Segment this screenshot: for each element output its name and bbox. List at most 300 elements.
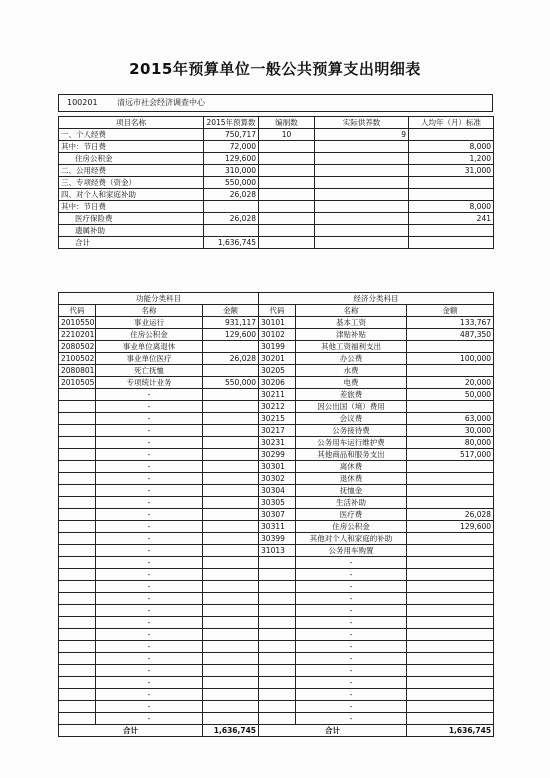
- detail-cell: -: [296, 689, 407, 701]
- unit-bar: [58, 94, 493, 112]
- detail-cell: 公务用车购置: [296, 545, 407, 557]
- detail-row: [59, 317, 494, 329]
- detail-cell: [203, 425, 259, 437]
- detail-cell: 487,350: [407, 329, 494, 341]
- detail-cell: [407, 677, 494, 689]
- detail-cell: -: [296, 569, 407, 581]
- detail-cell: [203, 713, 259, 725]
- detail-row: [59, 641, 494, 653]
- summary-cell-actual: [315, 165, 409, 177]
- detail-cell: [203, 509, 259, 521]
- summary-cell-staff: [259, 213, 315, 225]
- detail-cell: 抚恤金: [296, 485, 407, 497]
- detail-cell: 550,000: [203, 377, 259, 389]
- summary-cell-budget: [204, 225, 259, 237]
- detail-cell: 死亡抚恤: [96, 365, 203, 377]
- detail-row: [59, 569, 494, 581]
- detail-cell: -: [96, 689, 203, 701]
- summary-cell-actual: [315, 201, 409, 213]
- detail-cell: [203, 341, 259, 353]
- detail-cell: 30301: [259, 461, 296, 473]
- detail-cell: 30212: [259, 401, 296, 413]
- detail-cell: -: [296, 713, 407, 725]
- summary-cell-budget: 550,000: [204, 177, 259, 189]
- summary-cell-staff: [259, 177, 315, 189]
- detail-cell: [407, 713, 494, 725]
- detail-cell: 30307: [259, 509, 296, 521]
- detail-cell: [259, 605, 296, 617]
- detail-cell: 电费: [296, 377, 407, 389]
- detail-cell: [407, 665, 494, 677]
- detail-row: [59, 377, 494, 389]
- detail-cell: [59, 629, 96, 641]
- detail-cell: [259, 713, 296, 725]
- detail-cell: [407, 473, 494, 485]
- detail-cell: 2010550: [59, 317, 96, 329]
- summary-cell-actual: [315, 237, 409, 249]
- summary-cell-staff: [259, 165, 315, 177]
- detail-cell: 办公费: [296, 353, 407, 365]
- detail-cell: -: [296, 665, 407, 677]
- detail-cell: [407, 485, 494, 497]
- detail-cell: 30,000: [407, 425, 494, 437]
- detail-cell: 水费: [296, 365, 407, 377]
- detail-cell: -: [96, 401, 203, 413]
- summary-table: [58, 116, 494, 249]
- summary-header-cell: 编制数: [259, 117, 315, 129]
- detail-cell: [407, 461, 494, 473]
- summary-cell-name: 医疗保险费: [59, 213, 204, 225]
- detail-cell: [407, 569, 494, 581]
- detail-cell: -: [96, 641, 203, 653]
- detail-cell: 30302: [259, 473, 296, 485]
- detail-cell: [203, 497, 259, 509]
- detail-row: [59, 413, 494, 425]
- summary-cell-name: 三、专项经费（资金）: [59, 177, 204, 189]
- detail-cell: 30305: [259, 497, 296, 509]
- summary-cell-staff: 10: [259, 129, 315, 141]
- detail-cell: 其他工资福利支出: [296, 341, 407, 353]
- detail-header-cell: 代码: [259, 305, 296, 317]
- detail-cell: [259, 653, 296, 665]
- summary-cell-actual: [315, 141, 409, 153]
- summary-cell-staff: [259, 189, 315, 201]
- summary-row: [59, 189, 494, 201]
- detail-cell: 事业单位医疗: [96, 353, 203, 365]
- detail-cell: 2010505: [59, 377, 96, 389]
- detail-row: [59, 533, 494, 545]
- detail-cell: -: [296, 701, 407, 713]
- detail-cell: -: [96, 509, 203, 521]
- detail-cell: [407, 641, 494, 653]
- detail-cell: [407, 629, 494, 641]
- summary-cell-std: 1,200: [409, 153, 494, 165]
- detail-cell: [59, 521, 96, 533]
- detail-row: [59, 353, 494, 365]
- detail-row: [59, 425, 494, 437]
- econ-class-header: 经济分类科目: [259, 293, 494, 305]
- summary-cell-actual: [315, 189, 409, 201]
- detail-cell: -: [96, 629, 203, 641]
- summary-cell-actual: [315, 225, 409, 237]
- detail-cell: [203, 545, 259, 557]
- summary-header-cell: 人均年（月）标准: [409, 117, 494, 129]
- detail-cell: 2210201: [59, 329, 96, 341]
- detail-cell: [59, 665, 96, 677]
- summary-cell-budget: 26,028: [204, 213, 259, 225]
- detail-cell: -: [96, 413, 203, 425]
- detail-cell: 30201: [259, 353, 296, 365]
- detail-total-row: [59, 725, 494, 737]
- detail-cell: [407, 365, 494, 377]
- unit-code: 100201: [67, 98, 98, 107]
- detail-cell: [203, 641, 259, 653]
- detail-cell: 事业运行: [96, 317, 203, 329]
- detail-cell: 63,000: [407, 413, 494, 425]
- detail-cell: [203, 665, 259, 677]
- detail-cell: [203, 521, 259, 533]
- detail-cell: [203, 629, 259, 641]
- total-label-func: 合计: [59, 725, 203, 737]
- detail-cell: [59, 569, 96, 581]
- detail-row: [59, 605, 494, 617]
- detail-cell: [407, 497, 494, 509]
- detail-cell: [407, 533, 494, 545]
- detail-cell: [203, 689, 259, 701]
- detail-cell: [259, 569, 296, 581]
- detail-cell: 会议费: [296, 413, 407, 425]
- detail-cell: 30231: [259, 437, 296, 449]
- summary-row: [59, 165, 494, 177]
- detail-cell: -: [296, 581, 407, 593]
- detail-cell: [259, 665, 296, 677]
- detail-cell: [203, 581, 259, 593]
- detail-cell: [59, 605, 96, 617]
- detail-cell: -: [96, 389, 203, 401]
- detail-cell: 生活补助: [296, 497, 407, 509]
- summary-cell-staff: [259, 225, 315, 237]
- detail-cell: [203, 533, 259, 545]
- detail-cell: [407, 617, 494, 629]
- detail-row: [59, 389, 494, 401]
- detail-header-cell: 代码: [59, 305, 96, 317]
- detail-cell: -: [96, 533, 203, 545]
- detail-cell: [203, 701, 259, 713]
- detail-cell: [259, 557, 296, 569]
- detail-cell: [407, 557, 494, 569]
- detail-cell: 517,000: [407, 449, 494, 461]
- detail-cell: [407, 401, 494, 413]
- detail-cell: 30199: [259, 341, 296, 353]
- detail-header-cell: 金额: [407, 305, 494, 317]
- detail-cell: [203, 437, 259, 449]
- detail-cell: [407, 605, 494, 617]
- detail-header-cell: 名称: [296, 305, 407, 317]
- summary-header-cell: 项目名称: [59, 117, 204, 129]
- summary-row: [59, 153, 494, 165]
- detail-cell: [203, 593, 259, 605]
- detail-cell: -: [96, 665, 203, 677]
- detail-cell: -: [96, 569, 203, 581]
- summary-row: [59, 237, 494, 249]
- summary-row: [59, 129, 494, 141]
- detail-cell: 因公出国（境）费用: [296, 401, 407, 413]
- detail-cell: 医疗费: [296, 509, 407, 521]
- detail-cell: [203, 569, 259, 581]
- detail-cell: [59, 557, 96, 569]
- detail-cell: [407, 341, 494, 353]
- summary-cell-std: 8,000: [409, 141, 494, 153]
- detail-cell: 50,000: [407, 389, 494, 401]
- detail-cell: 20,000: [407, 377, 494, 389]
- detail-cell: [59, 713, 96, 725]
- detail-cell: [203, 617, 259, 629]
- detail-cell: [203, 485, 259, 497]
- summary-cell-budget: 26,028: [204, 189, 259, 201]
- detail-row: [59, 689, 494, 701]
- summary-cell-std: [409, 129, 494, 141]
- detail-cell: [59, 389, 96, 401]
- detail-cell: -: [96, 461, 203, 473]
- detail-cell: [203, 677, 259, 689]
- detail-cell: -: [296, 653, 407, 665]
- detail-row: [59, 545, 494, 557]
- detail-cell: [59, 473, 96, 485]
- detail-cell: [59, 437, 96, 449]
- summary-cell-name: 一、个人经费: [59, 129, 204, 141]
- detail-cell: 30217: [259, 425, 296, 437]
- detail-row: [59, 653, 494, 665]
- detail-row: [59, 629, 494, 641]
- detail-cell: [59, 593, 96, 605]
- summary-cell-std: 241: [409, 213, 494, 225]
- detail-row: [59, 677, 494, 689]
- detail-cell: [59, 413, 96, 425]
- detail-cell: -: [96, 593, 203, 605]
- detail-cell: [407, 701, 494, 713]
- detail-cell: 30101: [259, 317, 296, 329]
- detail-row: [59, 497, 494, 509]
- detail-cell: [407, 593, 494, 605]
- detail-cell: 80,000: [407, 437, 494, 449]
- detail-cell: 离休费: [296, 461, 407, 473]
- summary-row: [59, 225, 494, 237]
- detail-cell: [259, 593, 296, 605]
- detail-cell: 30304: [259, 485, 296, 497]
- detail-row: [59, 401, 494, 413]
- detail-row: [59, 365, 494, 377]
- detail-cell: 30206: [259, 377, 296, 389]
- detail-cell: -: [96, 605, 203, 617]
- summary-cell-budget: [204, 201, 259, 213]
- detail-cell: -: [96, 521, 203, 533]
- func-class-header: 功能分类科目: [59, 293, 259, 305]
- detail-cell: 30215: [259, 413, 296, 425]
- detail-cell: 2100502: [59, 353, 96, 365]
- detail-cell: [259, 617, 296, 629]
- detail-cell: [203, 401, 259, 413]
- detail-cell: [59, 509, 96, 521]
- detail-table: [58, 292, 494, 737]
- summary-cell-name: 其中：节日费: [59, 201, 204, 213]
- detail-cell: [59, 677, 96, 689]
- detail-cell: 公务用车运行维护费: [296, 437, 407, 449]
- summary-cell-budget: 129,600: [204, 153, 259, 165]
- detail-cell: [259, 581, 296, 593]
- detail-cell: [203, 653, 259, 665]
- detail-cell: -: [96, 437, 203, 449]
- detail-cell: 30102: [259, 329, 296, 341]
- detail-cell: [59, 701, 96, 713]
- detail-cell: 差旅费: [296, 389, 407, 401]
- detail-row: [59, 329, 494, 341]
- summary-cell-name: 其中：节日费: [59, 141, 204, 153]
- detail-cell: [203, 557, 259, 569]
- detail-row: [59, 593, 494, 605]
- detail-cell: [59, 545, 96, 557]
- detail-row: [59, 509, 494, 521]
- detail-cell: [59, 617, 96, 629]
- detail-cell: 931,117: [203, 317, 259, 329]
- detail-cell: [259, 677, 296, 689]
- detail-cell: [407, 653, 494, 665]
- detail-cell: [59, 641, 96, 653]
- detail-cell: 住房公积金: [96, 329, 203, 341]
- detail-cell: 2080801: [59, 365, 96, 377]
- detail-cell: [203, 413, 259, 425]
- detail-row: [59, 701, 494, 713]
- detail-cell: -: [296, 617, 407, 629]
- detail-cell: 津贴补贴: [296, 329, 407, 341]
- summary-cell-budget: 72,000: [204, 141, 259, 153]
- detail-row: [59, 581, 494, 593]
- detail-cell: -: [96, 701, 203, 713]
- detail-cell: 2080502: [59, 341, 96, 353]
- detail-cell: [59, 533, 96, 545]
- detail-cell: -: [296, 593, 407, 605]
- detail-cell: -: [96, 713, 203, 725]
- summary-cell-actual: [315, 213, 409, 225]
- detail-cell: -: [96, 557, 203, 569]
- detail-cell: 31013: [259, 545, 296, 557]
- summary-cell-std: 31,000: [409, 165, 494, 177]
- detail-cell: 129,600: [203, 329, 259, 341]
- detail-cell: -: [96, 653, 203, 665]
- detail-cell: -: [296, 677, 407, 689]
- detail-cell: 30311: [259, 521, 296, 533]
- summary-header-cell: 2015年预算数: [204, 117, 259, 129]
- detail-group-header: [59, 293, 494, 305]
- detail-cell: [407, 545, 494, 557]
- detail-cell: [203, 605, 259, 617]
- detail-cell: [59, 653, 96, 665]
- summary-cell-budget: 750,717: [204, 129, 259, 141]
- detail-cell: [59, 689, 96, 701]
- summary-cell-std: [409, 189, 494, 201]
- detail-cell: -: [96, 677, 203, 689]
- detail-cell: 30299: [259, 449, 296, 461]
- detail-cell: 退休费: [296, 473, 407, 485]
- detail-cell: -: [96, 485, 203, 497]
- detail-cell: [259, 689, 296, 701]
- summary-cell-name: 合计: [59, 237, 204, 249]
- summary-cell-std: [409, 237, 494, 249]
- detail-cell: -: [96, 473, 203, 485]
- summary-cell-actual: [315, 153, 409, 165]
- detail-cell: 133,767: [407, 317, 494, 329]
- detail-row: [59, 521, 494, 533]
- summary-cell-actual: 9: [315, 129, 409, 141]
- summary-cell-name: 四、对个人和家庭补助: [59, 189, 204, 201]
- detail-row: [59, 437, 494, 449]
- summary-cell-std: 8,000: [409, 201, 494, 213]
- summary-cell-staff: [259, 141, 315, 153]
- summary-cell-std: [409, 177, 494, 189]
- detail-header-cell: 金额: [203, 305, 259, 317]
- detail-cell: -: [96, 497, 203, 509]
- detail-header-cell: 名称: [96, 305, 203, 317]
- detail-cell: 公务接待费: [296, 425, 407, 437]
- detail-cell: 26,028: [407, 509, 494, 521]
- total-econ-amount: 1,636,745: [407, 725, 494, 737]
- detail-column-header: [59, 305, 494, 317]
- summary-cell-staff: [259, 201, 315, 213]
- detail-cell: [203, 473, 259, 485]
- detail-row: [59, 473, 494, 485]
- detail-cell: [59, 485, 96, 497]
- summary-cell-staff: [259, 237, 315, 249]
- summary-header-row: [59, 117, 494, 129]
- detail-row: [59, 341, 494, 353]
- unit-name: 清远市社会经济调查中心: [117, 98, 205, 107]
- detail-cell: [59, 425, 96, 437]
- detail-row: [59, 485, 494, 497]
- summary-row: [59, 201, 494, 213]
- detail-cell: [59, 449, 96, 461]
- detail-cell: [59, 581, 96, 593]
- summary-cell-actual: [315, 177, 409, 189]
- detail-row: [59, 449, 494, 461]
- summary-cell-name: 二、公用经费: [59, 165, 204, 177]
- detail-cell: [203, 365, 259, 377]
- detail-cell: [59, 401, 96, 413]
- detail-row: [59, 557, 494, 569]
- detail-cell: 住房公积金: [296, 521, 407, 533]
- detail-cell: [203, 461, 259, 473]
- detail-cell: [203, 449, 259, 461]
- detail-cell: [259, 701, 296, 713]
- summary-header-cell: 实际供养数: [315, 117, 409, 129]
- detail-cell: [407, 581, 494, 593]
- summary-cell-budget: 1,636,745: [204, 237, 259, 249]
- summary-cell-staff: [259, 153, 315, 165]
- detail-cell: -: [96, 449, 203, 461]
- detail-row: [59, 713, 494, 725]
- total-label-econ: 合计: [259, 725, 407, 737]
- detail-cell: -: [96, 617, 203, 629]
- detail-cell: -: [296, 629, 407, 641]
- detail-cell: -: [96, 545, 203, 557]
- detail-cell: -: [96, 425, 203, 437]
- detail-cell: [407, 689, 494, 701]
- summary-cell-budget: 310,000: [204, 165, 259, 177]
- summary-cell-std: [409, 225, 494, 237]
- detail-cell: 30211: [259, 389, 296, 401]
- summary-row: [59, 213, 494, 225]
- detail-cell: 事业单位离退休: [96, 341, 203, 353]
- detail-cell: 129,600: [407, 521, 494, 533]
- detail-cell: 30399: [259, 533, 296, 545]
